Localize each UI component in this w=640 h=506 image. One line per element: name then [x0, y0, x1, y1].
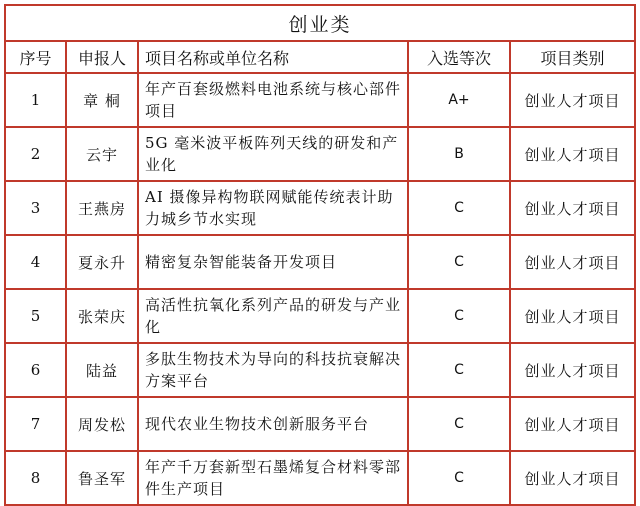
- cell-project: 5G 毫米波平板阵列天线的研发和产业化: [138, 127, 408, 181]
- cell-project: 年产千万套新型石墨烯复合材料零部件生产项目: [138, 451, 408, 505]
- cell-applicant: 张荣庆: [66, 289, 138, 343]
- cell-category: 创业人才项目: [510, 73, 635, 127]
- cell-index: 6: [5, 343, 66, 397]
- header-applicant: 申报人: [66, 41, 138, 73]
- cell-rank: A+: [408, 73, 510, 127]
- header-project: 项目名称或单位名称: [138, 41, 408, 73]
- cell-category: 创业人才项目: [510, 397, 635, 451]
- table-row: [5, 451, 635, 505]
- table-row: [5, 397, 635, 451]
- cell-project: 精密复杂智能装备开发项目: [138, 235, 408, 289]
- cell-index: 7: [5, 397, 66, 451]
- cell-rank: B: [408, 127, 510, 181]
- cell-rank: C: [408, 181, 510, 235]
- cell-index: 3: [5, 181, 66, 235]
- cell-rank: C: [408, 289, 510, 343]
- cell-category: 创业人才项目: [510, 289, 635, 343]
- table-title: 创业类: [5, 5, 635, 41]
- cell-applicant: 周发松: [66, 397, 138, 451]
- cell-index: 5: [5, 289, 66, 343]
- table-row: [5, 235, 635, 289]
- cell-rank: C: [408, 235, 510, 289]
- header-index: 序号: [5, 41, 66, 73]
- cell-rank: C: [408, 451, 510, 505]
- cell-project: AI 摄像异构物联网赋能传统表计助力城乡节水实现: [138, 181, 408, 235]
- cell-applicant: 鲁圣军: [66, 451, 138, 505]
- table-row: [5, 289, 635, 343]
- cell-applicant: 夏永升: [66, 235, 138, 289]
- cell-category: 创业人才项目: [510, 181, 635, 235]
- cell-project: 年产百套级燃料电池系统与核心部件项目: [138, 73, 408, 127]
- talent-table: [4, 4, 636, 506]
- cell-applicant: 陆益: [66, 343, 138, 397]
- cell-index: 2: [5, 127, 66, 181]
- cell-category: 创业人才项目: [510, 127, 635, 181]
- cell-project: 现代农业生物技术创新服务平台: [138, 397, 408, 451]
- cell-project: 多肽生物技术为导向的科技抗衰解决方案平台: [138, 343, 408, 397]
- cell-category: 创业人才项目: [510, 343, 635, 397]
- title-row: [5, 5, 635, 41]
- cell-category: 创业人才项目: [510, 451, 635, 505]
- table-row: [5, 127, 635, 181]
- cell-applicant: 云宇: [66, 127, 138, 181]
- table-row: [5, 73, 635, 127]
- cell-applicant: 王燕房: [66, 181, 138, 235]
- header-row: [5, 41, 635, 73]
- cell-index: 1: [5, 73, 66, 127]
- table-row: [5, 343, 635, 397]
- table-row: [5, 181, 635, 235]
- cell-project: 高活性抗氧化系列产品的研发与产业化: [138, 289, 408, 343]
- cell-category: 创业人才项目: [510, 235, 635, 289]
- header-category: 项目类别: [510, 41, 635, 73]
- cell-rank: C: [408, 397, 510, 451]
- cell-applicant: 章 桐: [66, 73, 138, 127]
- cell-rank: C: [408, 343, 510, 397]
- header-rank: 入选等次: [408, 41, 510, 73]
- cell-index: 8: [5, 451, 66, 505]
- cell-index: 4: [5, 235, 66, 289]
